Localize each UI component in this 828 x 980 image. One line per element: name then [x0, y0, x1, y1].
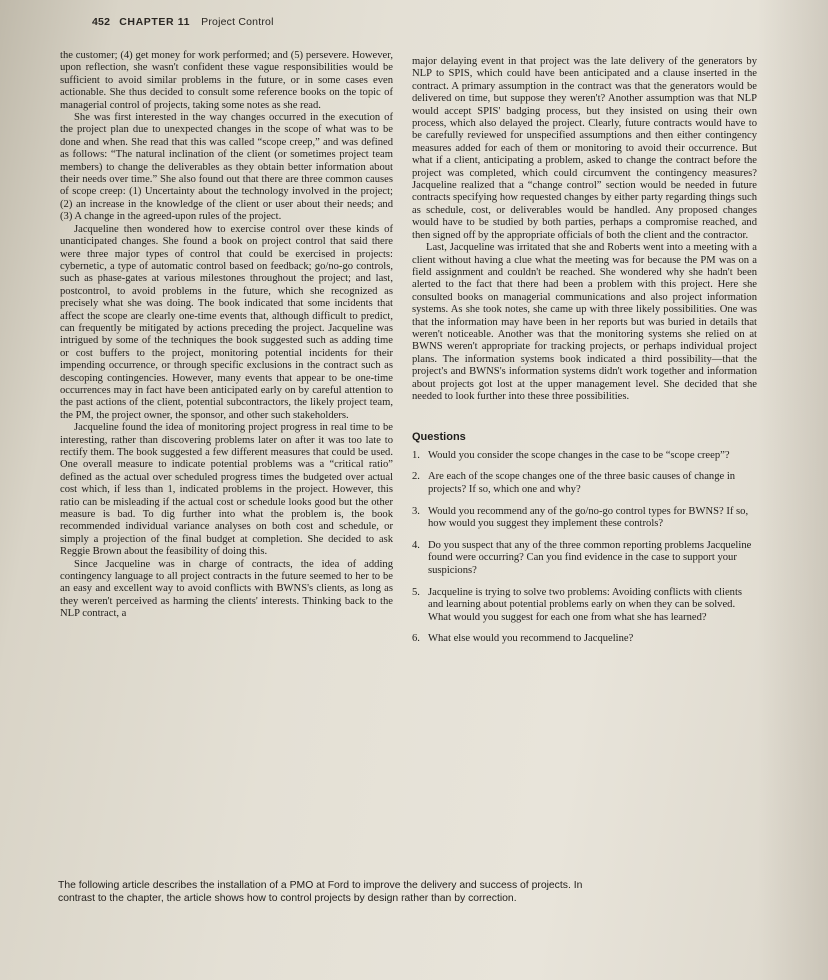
question-item — [412, 633, 757, 646]
paragraph: Last, Jacqueline was irritated that she and Roberts went into a meeting with a client without having a clue what the meeting was for because the PM was on a field assignment and couldn't be reached. She wondered why she hadn't been alerted to the fact that there had been a problem with this project. Here she consulted books on managerial communications and also project information systems. As she took notes, she came up with three likely possibilities. One was that the information may have been in her reports but was buried in details that weren't noticeable. Another was that the monitoring systems she relied on at BWNS weren't appropriate for tracking projects, or perhaps individual project plans. The information systems book indicated a third possibility—that the project's and BWNS's information systems didn't work together and information about projects got lost at the upper management level. She decided that she needed to look further into these three possibilities. — [412, 242, 757, 402]
paragraph: the customer; (4) get money for work performed; and (5) persevere. However, upon reflection, she wasn't confident these vague responsibilities would be sufficient to avoid similar problems in the future, or in some cases even actionable. She thus decided to consult some reference books on the topic of managerial control of projects, taking some notes as she read. — [60, 50, 393, 111]
chapter-label: CHAPTER 11 — [119, 16, 191, 28]
question-item — [412, 471, 757, 496]
question-text: Are each of the scope changes one of the three basic causes of change in projects? If so, which one and why? — [428, 471, 736, 495]
question-text: Jacqueline is trying to solve two problems: Avoiding conflicts with clients and learning about potential problems early on when they can be solved. What would you suggest for each one from what she has learned? — [428, 586, 743, 623]
question-item — [412, 540, 757, 578]
paragraph: Since Jacqueline was in charge of contracts, the idea of adding contingency language to all project contracts in the future seemed to her to be an easy and excellent way to avoid conflicts with BWNS's clients, as long as they weren't perceived as harming the clients' interests. Thinking back to the NLP contract, a — [60, 558, 393, 620]
question-number: 2. — [412, 471, 420, 483]
left-column — [60, 50, 393, 621]
paragraph: major delaying event in that project was the late delivery of the generators by NLP to SPIS, which could have been anticipated and a clause inserted in the contract. A primary assumption in the contract was that the generators would be delivered on time, but suppose they weren't? Another assumption was that NLP would accept SPIS' badging process, but they insisted on using their own process, which also delayed the project. Clearly, future contracts would have to be carefully reviewed for unspecified assumptions and then either contingency measures added for each of them or monitoring to avoid their occurrence. But what if a client, anticipating a problem, asked to change the contract before the project was completed, which could circumvent the contingency measures? Jacqueline realized that a “change control” section would be needed in future contracts specifying how requested changes by either party regarding things such as schedule, cost, or deliverables would be handled. Any proposed changes would have to be studied by both parties, perhaps a compromise reached, and then signed off by the appropriate officials of both the client and the contractor. — [412, 56, 757, 241]
page-number: 452 — [92, 16, 111, 28]
paragraph: She was first interested in the way changes occurred in the execution of the project plan due to unexpected changes in the scope of what was to be done and when. She read that this was called “scope creep,” and was defined as follows: “The natural inclination of the client (or sometimes project team members) to change the deliverables as they obtain better information about their needs over time.” She also found out that there are three common causes of scope creep: (1) Uncertainty about the technology involved in the project; (2) an increase in the knowledge of the client or user about their needs; and (3) A change in the agreed-upon rules of the project. — [60, 112, 393, 223]
questions-heading: Questions — [412, 431, 466, 444]
question-item — [412, 506, 757, 531]
question-text: Do you suspect that any of the three common reporting problems Jacqueline found were occurring? Can you find evidence in the case to support your suspicions? — [428, 539, 752, 576]
question-number: 4. — [412, 539, 420, 551]
right-column — [412, 56, 757, 655]
questions-list — [412, 450, 757, 646]
article-intro: The following article describes the installation of a PMO at Ford to improve the delivery and success of projects. In contrast to the chapter, the article shows how to control projects by design rather than by correction. — [58, 880, 583, 904]
question-text: Would you recommend any of the go/no-go control types for BWNS? If so, how would you suggest they implement these controls? — [428, 505, 749, 530]
page-curl-shadow — [758, 0, 828, 980]
question-number: 5. — [412, 586, 420, 598]
question-item — [412, 587, 757, 625]
question-number: 1. — [412, 449, 420, 461]
running-header — [92, 16, 274, 28]
question-text: What else would you recommend to Jacqueline? — [428, 633, 634, 645]
question-text: Would you consider the scope changes in the case to be “scope creep”? — [428, 449, 730, 461]
question-number: 3. — [412, 505, 420, 517]
question-item — [412, 450, 757, 463]
paragraph: Jacqueline then wondered how to exercise control over these kinds of unanticipated changes. She found a book on project control that said there were three major types of control that could be exercised in projects: cybernetic, a type of automatic control based on feedback; go/no-go controls, such as phase-gates at various milestones throughout the project; and last, postcontrol, to avoid problems in the future, which she recognized as precisely what she was doing. The book indicated that some incidents that affect the scope are clearly one-time events that, although difficult to predict, can frequently be mitigated by actions preceding the project. Jacqueline was intrigued by some of the techniques the book suggested such as adding time or cost buffers to the project, monitoring potential incidents for their impending occurrence, or through specific exclusions in the contract such as descoping contingencies. However, many events that appear to be one-time occurrences may in fact have been anticipated early on by careful attention to the past actions of the client, potential subcontractors, the likely project team, the PM, the project owner, the sponsor, and other such stakeholders. — [60, 223, 393, 421]
paragraph: Jacqueline found the idea of monitoring project progress in real time to be interesting, rather than discovering problems later on after it was too late to rectify them. The book suggested a few different measures that could be used. One overall measure to indicate potential problems was a “critical ratio” defined as the actual over scheduled progress times the budgeted over actual cost which, if less than 1, indicated problems in the project. However, this ratio can be misleading if the actual cost or schedule looks good but the other measure is bad. To dig further into what the problem is, the book recommended individual variance analyses on both cost and schedule, or simply a projection of the final budget at completion. She decided to ask Reggie Brown about the feasibility of doing this. — [60, 422, 393, 558]
question-number: 6. — [412, 633, 420, 645]
chapter-title: Project Control — [201, 16, 274, 28]
